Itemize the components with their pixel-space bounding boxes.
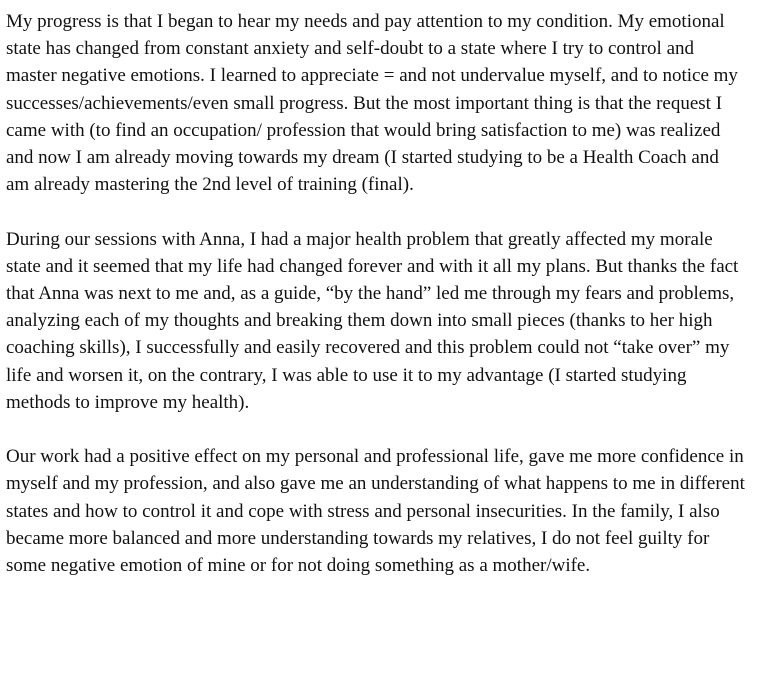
paragraph-health-problem: During our sessions with Anna, I had a major health problem that greatly affected my morale state and it seemed that my life had changed forever and with it all my plans. But thanks the fact that Anna was next to me and, as a guide, “by the hand” led me through my fears and problems, analyzing each of my thoughts and breaking them down into small pieces (thanks to her high coaching skills), I successfully and easily recovered and this problem could not “take over” my life and worsen it, on the contrary, I was able to use it to my advantage (I started studying methods to improve my health). <box>6 228 739 413</box>
paragraph-progress: My progress is that I began to hear my needs and pay attention to my condition. My emotional state has changed from constant anxiety and self-doubt to a state where I try to control and master negative emotions. I learned to appreciate = and not undervalue myself, and to notice my successes/achievements/even small progress. But the most important thing is that the request I came with (to find an occupation/ profession that would bring satisfaction to me) was realized and now I am already moving towards my dream (I started studying to be a Health Coach and am already mastering the 2nd level of training (final). <box>6 11 738 196</box>
testimonial-text <box>6 8 746 579</box>
paragraph-work-effect: Our work had a positive effect on my personal and professional life, gave me more confidence in myself and my profession, and also gave me an understanding of what happens to me in different states and how to control it and cope with stress and personal insecurities. In the family, I also became more balanced and more understanding towards my relatives, I do not feel guilty for some negative emotion of mine or for not doing something as a mother/wife. <box>6 446 745 577</box>
